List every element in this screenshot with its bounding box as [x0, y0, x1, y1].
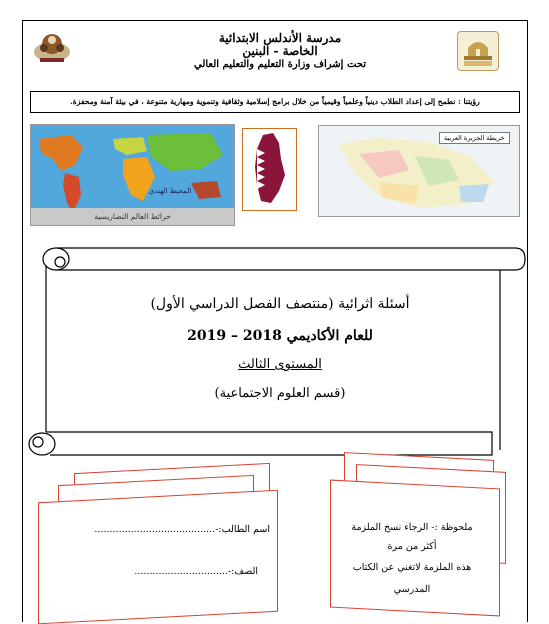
note-line4: المدرسي	[393, 584, 431, 595]
qatar-flag-map-image	[242, 128, 297, 211]
class-row	[100, 566, 258, 577]
student-name-field[interactable]: ........................................	[94, 524, 216, 535]
qatar-map-icon	[243, 129, 295, 209]
note-line2: أكثر من مرة	[387, 541, 437, 552]
world-map-caption: خرائط العالم التضاريسية	[31, 208, 234, 225]
class-field[interactable]: ...............................	[134, 566, 228, 577]
title-scroll-frame	[20, 240, 530, 460]
school-supervision-line: تحت إشراف وزارة التعليم والتعليم العالي	[194, 59, 366, 70]
class-label: الصف:-	[227, 566, 258, 577]
arabia-map-image	[318, 125, 520, 217]
school-name-line2: الخاصة - البنين	[242, 44, 318, 58]
vision-statement: رؤيتنا : نطمح إلى إعداد الطلاب دينياً وعلمياً وقيمياً من خلال برامج إسلامية وثقافية وتنموية ومهارية متنوعة ، في بيئة آمنة ومحفزة.	[30, 91, 520, 113]
school-name-line1: مدرسة الأندلس الابتدائية	[218, 31, 342, 45]
world-map-ocean-label: المحيط الهندي	[149, 187, 192, 195]
worksheet-title: أسئلة اثرائية (منتصف الفصل الدراسي الأول)	[150, 296, 410, 312]
world-map-image	[30, 124, 235, 226]
people-emblem-icon	[32, 28, 72, 68]
mosque-logo-icon	[458, 32, 498, 70]
school-name-block	[150, 32, 410, 71]
department-name: (قسم العلوم الاجتماعية)	[214, 386, 346, 401]
school-logo-right	[457, 31, 499, 71]
student-name-label: اسم الطالب:-	[215, 524, 270, 535]
school-logo-left	[32, 28, 72, 68]
arabia-map-label: خريطة الجزيرة العربية	[439, 132, 510, 144]
note-line1: ملحوظة :- الرجاء نسخ الملزمة	[351, 522, 473, 533]
student-card	[38, 490, 278, 624]
note-line3: هذه الملزمة لاتغني عن الكتاب	[352, 562, 472, 573]
academic-year: للعام الأكاديمي 2018 – 2019	[187, 328, 373, 344]
grade-level: المستوى الثالث	[238, 357, 322, 372]
student-name-row	[60, 524, 270, 535]
